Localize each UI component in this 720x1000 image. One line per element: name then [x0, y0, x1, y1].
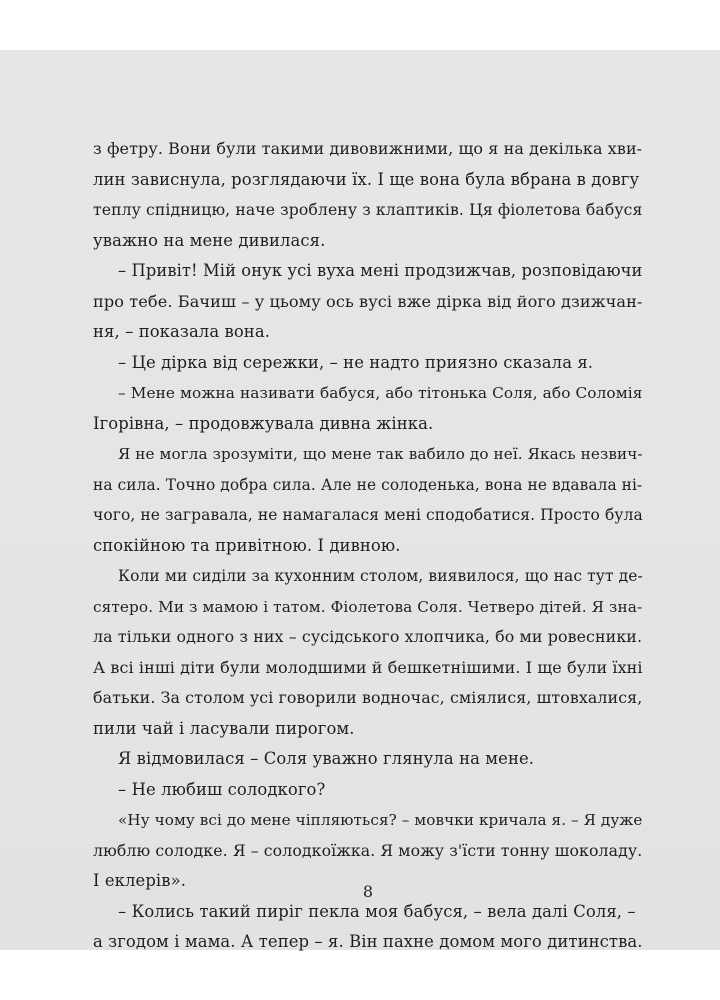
text-line: з фетру. Вони були такими дивовижними, що я на декілька хви-	[93, 139, 643, 158]
text-line: Ігорівна, – продовжувала дивна жінка.	[93, 413, 434, 433]
text-line: – Привіт! Мій онук усі вуха мені продзижчав, розповідаючи	[118, 261, 643, 280]
text-line: батьки. За столом усі говорили водночас, сміялися, штовхалися,	[93, 688, 643, 707]
text-line: Я відмовилася – Соля уважно глянула на мене.	[118, 749, 535, 768]
text-line: пили чай і ласували пирогом.	[93, 718, 355, 738]
text-line: «Ну чому всі до мене чіпляються? – мовчки кричала я. – Я дуже	[118, 811, 643, 829]
text-line: спокійною та привітною. І дивною.	[93, 535, 401, 555]
text-line: про тебе. Бачиш – у цьому ось вусі вже дірка від його дзижчан-	[93, 291, 643, 311]
text-line: на сила. Точно добра сила. Але не солоденька, вона не вдавала ні-	[93, 475, 643, 494]
text-line: І еклерів».	[93, 871, 187, 890]
text-line: чого, не загравала, не намагалася мені сподобатися. Просто була	[93, 506, 643, 524]
text-line: Коли ми сиділи за кухонним столом, виявилося, що нас тут де-	[118, 567, 643, 585]
text-line: А всі інші діти були молодшими й бешкетнішими. І ще були їхні	[93, 657, 643, 677]
body-text	[93, 134, 645, 958]
text-line: – Не любиш солодкого?	[118, 779, 326, 799]
page-number: 8	[362, 882, 374, 901]
text-line: люблю солодке. Я – солодкоїжка. Я можу з'їсти тонну шоколаду.	[93, 840, 643, 860]
text-line: а згодом і мама. А тепер – я. Він пахне домом мого дитинства.	[93, 932, 643, 951]
book-page	[0, 50, 720, 950]
text-line: – Це дірка від сережки, – не надто приязно сказала я.	[118, 352, 594, 372]
text-line: сятеро. Ми з мамою і татом. Фіолетова Соля. Четверо дітей. Я зна-	[93, 597, 643, 616]
text-line: – Колись такий пиріг пекла моя бабуся, – вела далі Соля, –	[118, 901, 636, 921]
text-line: лин зависнула, розглядаючи їх. І ще вона була вбрана в довгу	[93, 169, 640, 189]
text-line: ня, – показала вона.	[93, 322, 271, 341]
text-line: уважно на мене дивилася.	[93, 230, 326, 250]
text-line: ла тільки одного з них – сусідського хлопчика, бо ми ровесники.	[93, 627, 643, 646]
text-line: Я не могла зрозуміти, що мене так вабило до неї. Якась незвич-	[118, 445, 643, 463]
text-line: – Мене можна називати бабуся, або тітонька Соля, або Соломія	[118, 384, 643, 402]
text-line: теплу спідницю, наче зроблену з клаптиків. Ця фіолетова бабуся	[93, 200, 643, 219]
